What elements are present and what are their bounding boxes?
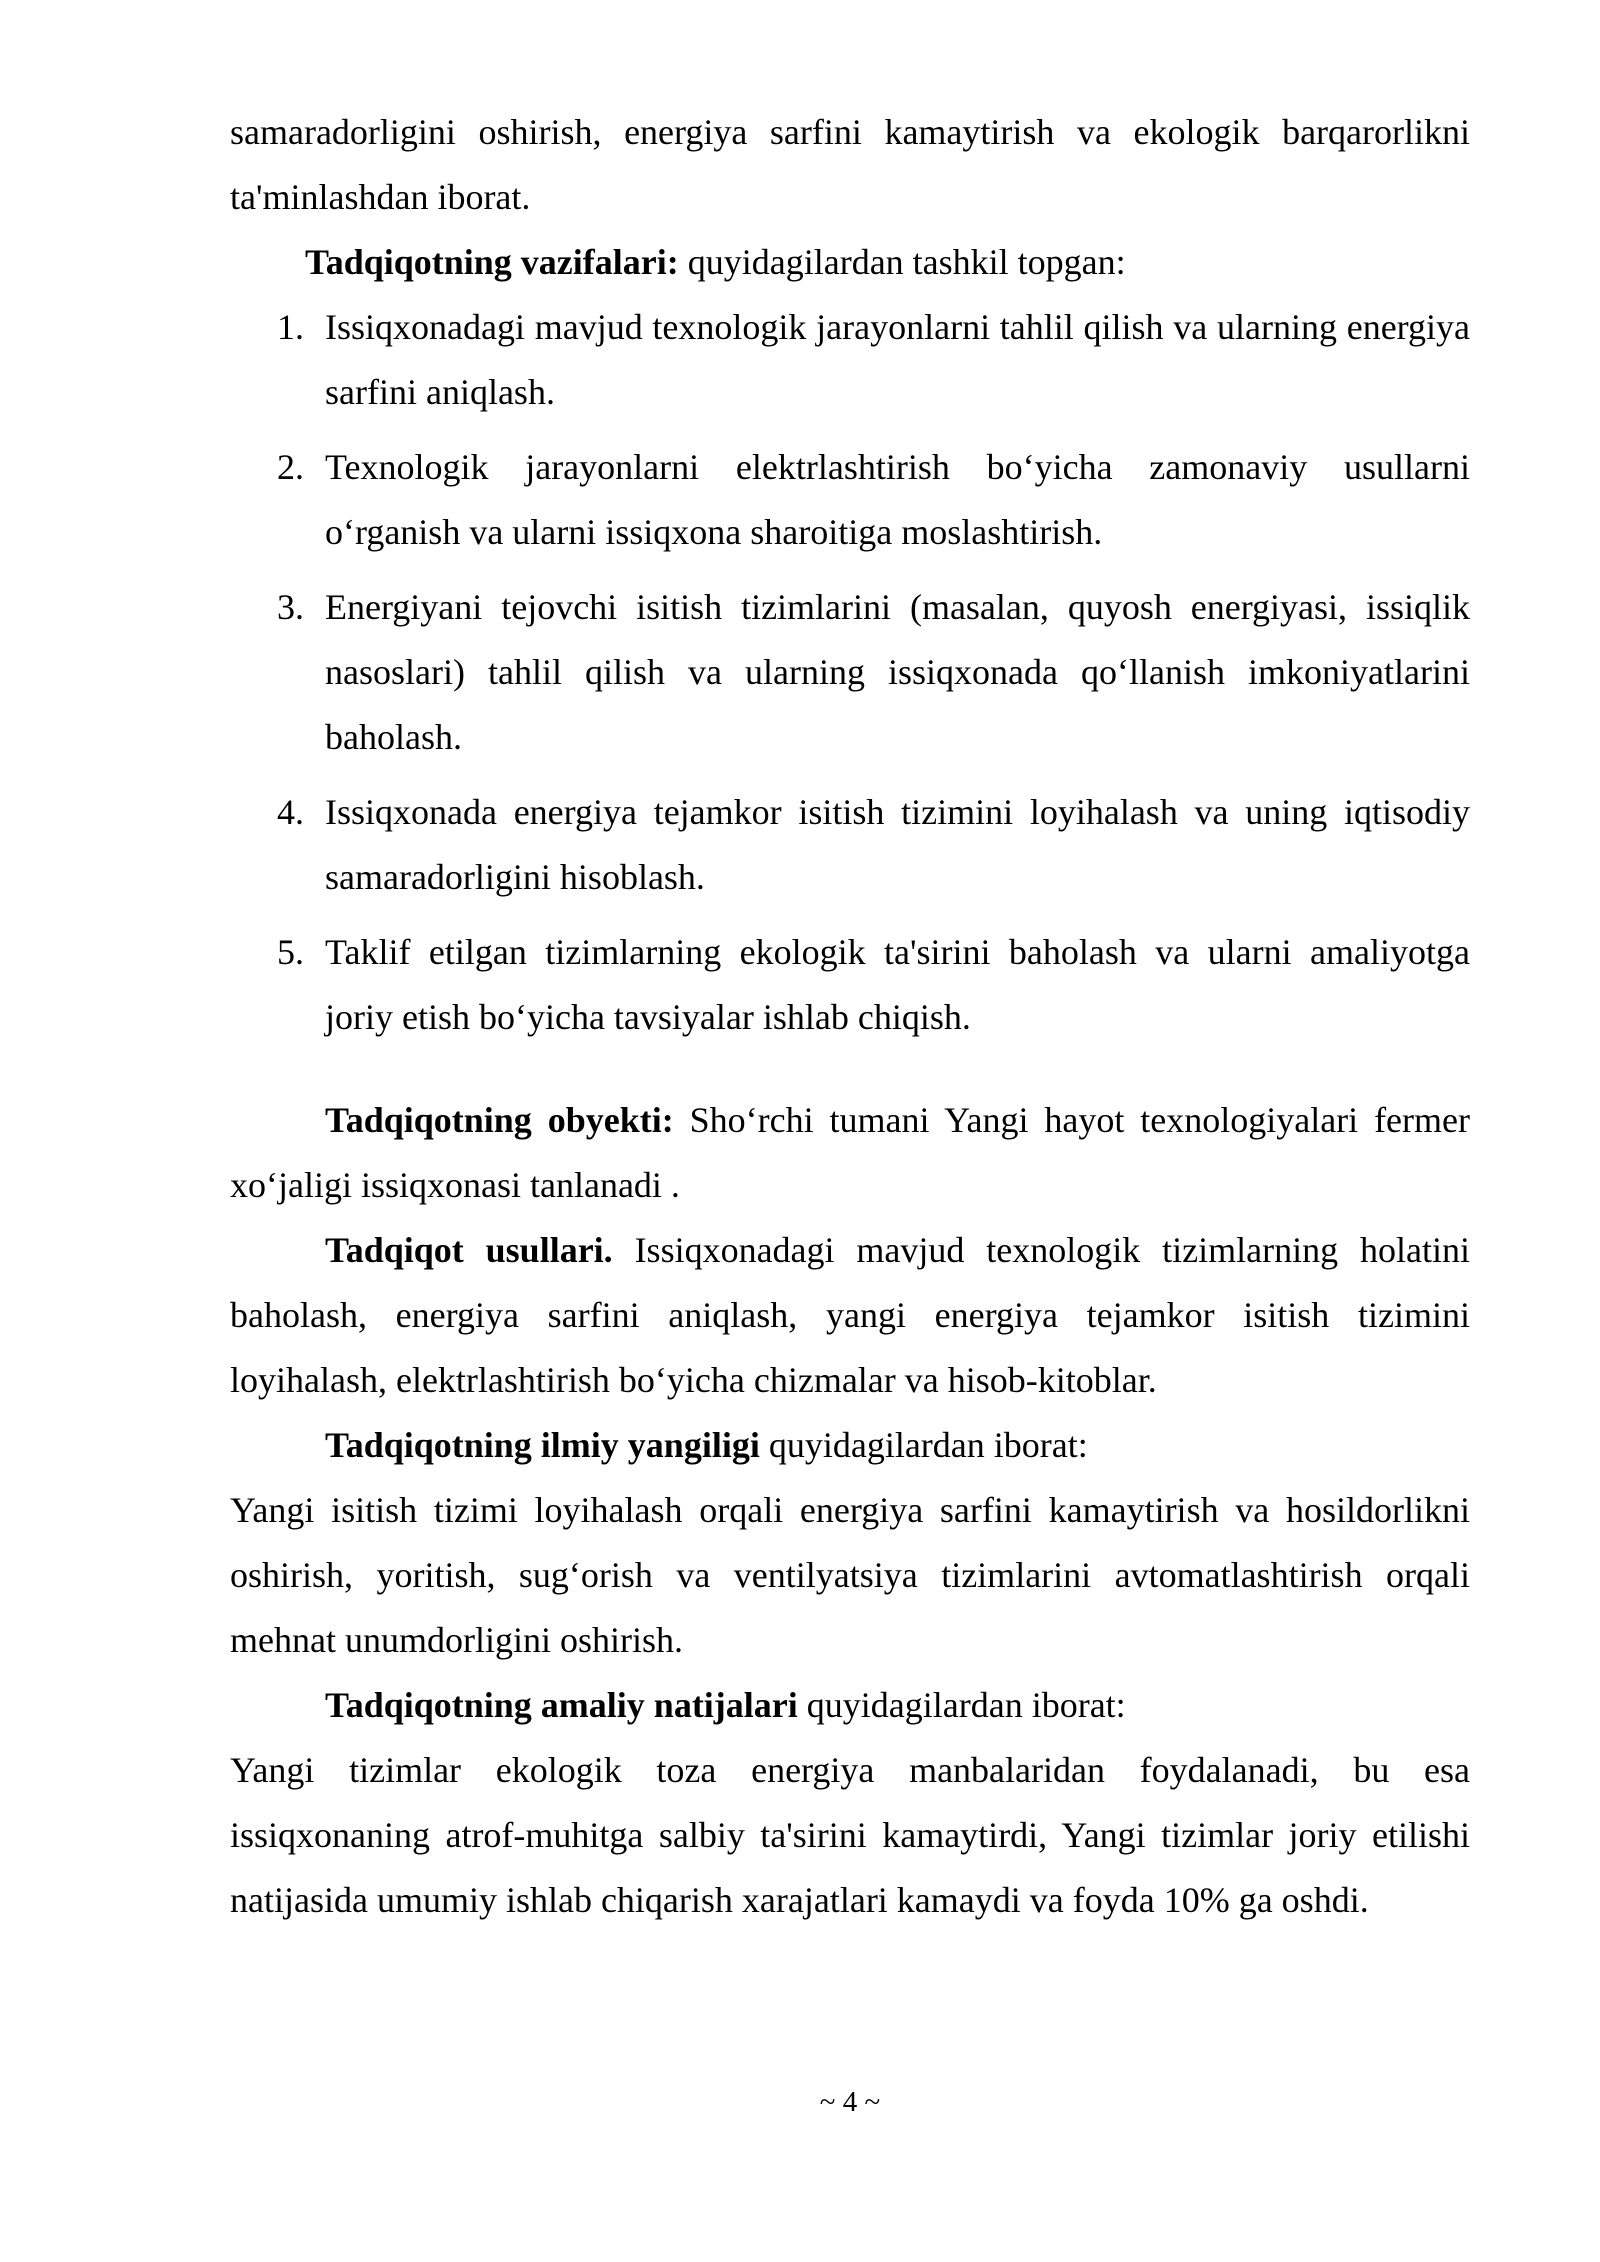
list-item xyxy=(325,575,1470,770)
paragraph-novelty-body: Yangi isitish tizimi loyihalash orqali energiya sarfini kamaytirish va hosildorlikni oshirish, yoritish, sug‘orish va ventilyatsiya tizimlarini avtomatlashtirish orqali mehnat unumdorligini oshirish. xyxy=(230,1490,1470,1660)
list-item xyxy=(325,780,1470,910)
object-text: Sho‘rchi tumani Yangi hayot texnologiyalari fermer xo‘jaligi issiqxonasi tanlanadi . xyxy=(230,1100,1470,1205)
page-number: ~ 4 ~ xyxy=(819,2086,881,2118)
task-4-text: Issiqxonada energiya tejamkor isitish tizimini loyihalash va uning iqtisodiy samaradorligini hisoblash. xyxy=(325,792,1470,897)
tasks-list xyxy=(230,295,1470,1050)
task-5-text: Taklif etilgan tizimlarning ekologik ta'sirini baholash va ularni amaliyotga joriy etish bo‘yicha tavsiyalar ishlab chiqish. xyxy=(325,932,1470,1037)
task-2-text: Texnologik jarayonlarni elektrlashtirish bo‘yicha zamonaviy usullarni o‘rganish va ularni issiqxona sharoitiga moslashtirish. xyxy=(325,447,1470,552)
list-item xyxy=(325,435,1470,565)
task-1-text: Issiqxonadagi mavjud texnologik jarayonlarni tahlil qilish va ularning energiya sarfini aniqlash. xyxy=(325,307,1470,412)
tasks-heading-rest: quyidagilardan tashkil topgan: xyxy=(678,242,1126,282)
document-body xyxy=(230,100,1470,1933)
paragraph-intro: samaradorligini oshirish, energiya sarfini kamaytirish va ekologik barqarorlikni ta'minlashdan iborat. xyxy=(230,112,1470,217)
list-item xyxy=(325,920,1470,1050)
task-3-text: Energiyani tejovchi isitish tizimlarini (masalan, quyosh energiyasi, issiqlik nasoslari) tahlil qilish va ularning issiqxonada qo‘llanish imkoniyatlarini baholash. xyxy=(325,587,1470,757)
paragraph-results-body: Yangi tizimlar ekologik toza energiya manbalaridan foydalanadi, bu esa issiqxonaning atrof-muhitga salbiy ta'sirini kamaytirdi, Yangi tizimlar joriy etilishi natijasida umumiy ishlab chiqarish xarajatlari kamaydi va foyda 10% ga oshdi. xyxy=(230,1750,1470,1920)
methods-heading-bold: Tadqiqot usullari. xyxy=(325,1230,613,1270)
paragraph-tasks-heading xyxy=(230,230,1470,295)
results-heading-rest: quyidagilardan iborat: xyxy=(797,1685,1126,1725)
novelty-heading-rest: quyidagilardan iborat: xyxy=(759,1425,1088,1465)
paragraph-novelty-heading xyxy=(230,1413,1470,1478)
list-item xyxy=(325,295,1470,425)
novelty-heading-bold: Tadqiqotning ilmiy yangiligi xyxy=(325,1425,760,1465)
paragraph-results-heading xyxy=(230,1673,1470,1738)
paragraph-methods xyxy=(230,1218,1470,1413)
paragraph-object xyxy=(230,1088,1470,1218)
methods-text: Issiqxonadagi mavjud texnologik tizimlarning holatini baholash, energiya sarfini aniqlash, yangi energiya tejamkor isitish tizimini loyihalash, elektrlashtirish bo‘yicha chizmalar va hisob-kitoblar. xyxy=(230,1230,1470,1400)
tasks-heading-bold: Tadqiqotning vazifalari: xyxy=(305,242,679,282)
object-heading-bold: Tadqiqotning obyekti: xyxy=(325,1100,674,1140)
results-heading-bold: Tadqiqotning amaliy natijalari xyxy=(325,1685,798,1725)
